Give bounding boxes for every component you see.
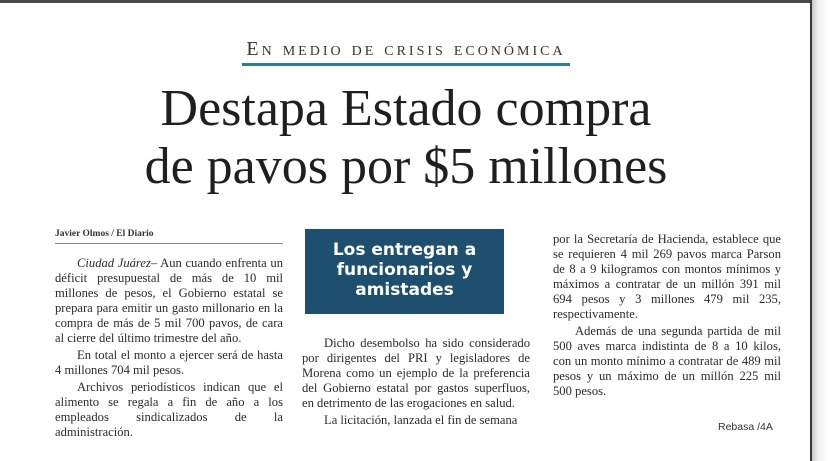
article-column-2 [302, 229, 530, 428]
byline: Javier Olmos / El Diario [55, 229, 283, 244]
paragraph-3: Archivos periodísticos indican que el alimento se regala a fin de año a los empleados sindicalizados de la administración. [55, 380, 283, 439]
page-edge-shadow [812, 0, 828, 461]
pull-quote-line-1: Los entregan a [332, 240, 477, 260]
article-column-3 [553, 232, 781, 399]
dateline: Ciudad Juárez– [77, 256, 158, 270]
kicker [0, 38, 812, 66]
paragraph-2: En total el monto a ejercer será de hasta 4 millones 704 mil pesos. [55, 348, 283, 377]
article-column-1 [55, 229, 283, 440]
paragraph-4: Dicho desembolso ha sido considerado por dirigentes del PRI y legisladores de Morena como un ejemplo de la preferencia del Gobierno estatal por gastos superfluos, en detrimento de las erogaciones en salud. [302, 336, 530, 410]
paragraph-1-text: Aun cuando enfrenta un déficit presupuestal de más de 10 mil millones de pesos, el Gobierno estatal se prepara para emitir un gasto millonario en la compra de más de 5 mil 700 pavos, de cara al cierre del último trimestre del año. [55, 256, 283, 345]
paragraph-5: La licitación, lanzada el fin de semana [324, 413, 518, 427]
pull-quote-line-3: amistades [355, 280, 454, 300]
headline [0, 80, 812, 196]
top-rule [0, 0, 812, 3]
headline-line-1: Destapa Estado compra [160, 80, 652, 137]
pull-quote-box [305, 229, 504, 314]
paragraph-6: por la Secretaría de Hacienda, establece que se requieren 4 mil 269 pavos marca Parson de 8 a 9 kilogramos con montos mínimos y máximos a contratar de un millón 391 mil 694 pesos y 3 millones 479 mil 235, respectivamente. [553, 232, 781, 321]
pull-quote-line-2: funcionarios y [336, 260, 473, 280]
kicker-text: En medio de crisis económica [242, 38, 569, 66]
jump-reference: Rebasa /4A [718, 421, 773, 433]
headline-line-2: de pavos por $5 millones [144, 138, 668, 195]
paragraph-1 [55, 256, 283, 346]
paragraph-7: Además de una segunda partida de mil 500 aves marca indistinta de 8 a 10 kilos, con un monto mínimo a contratar de 489 mil pesos y un máximo de un millón 225 mil 500 pesos. [553, 324, 781, 398]
